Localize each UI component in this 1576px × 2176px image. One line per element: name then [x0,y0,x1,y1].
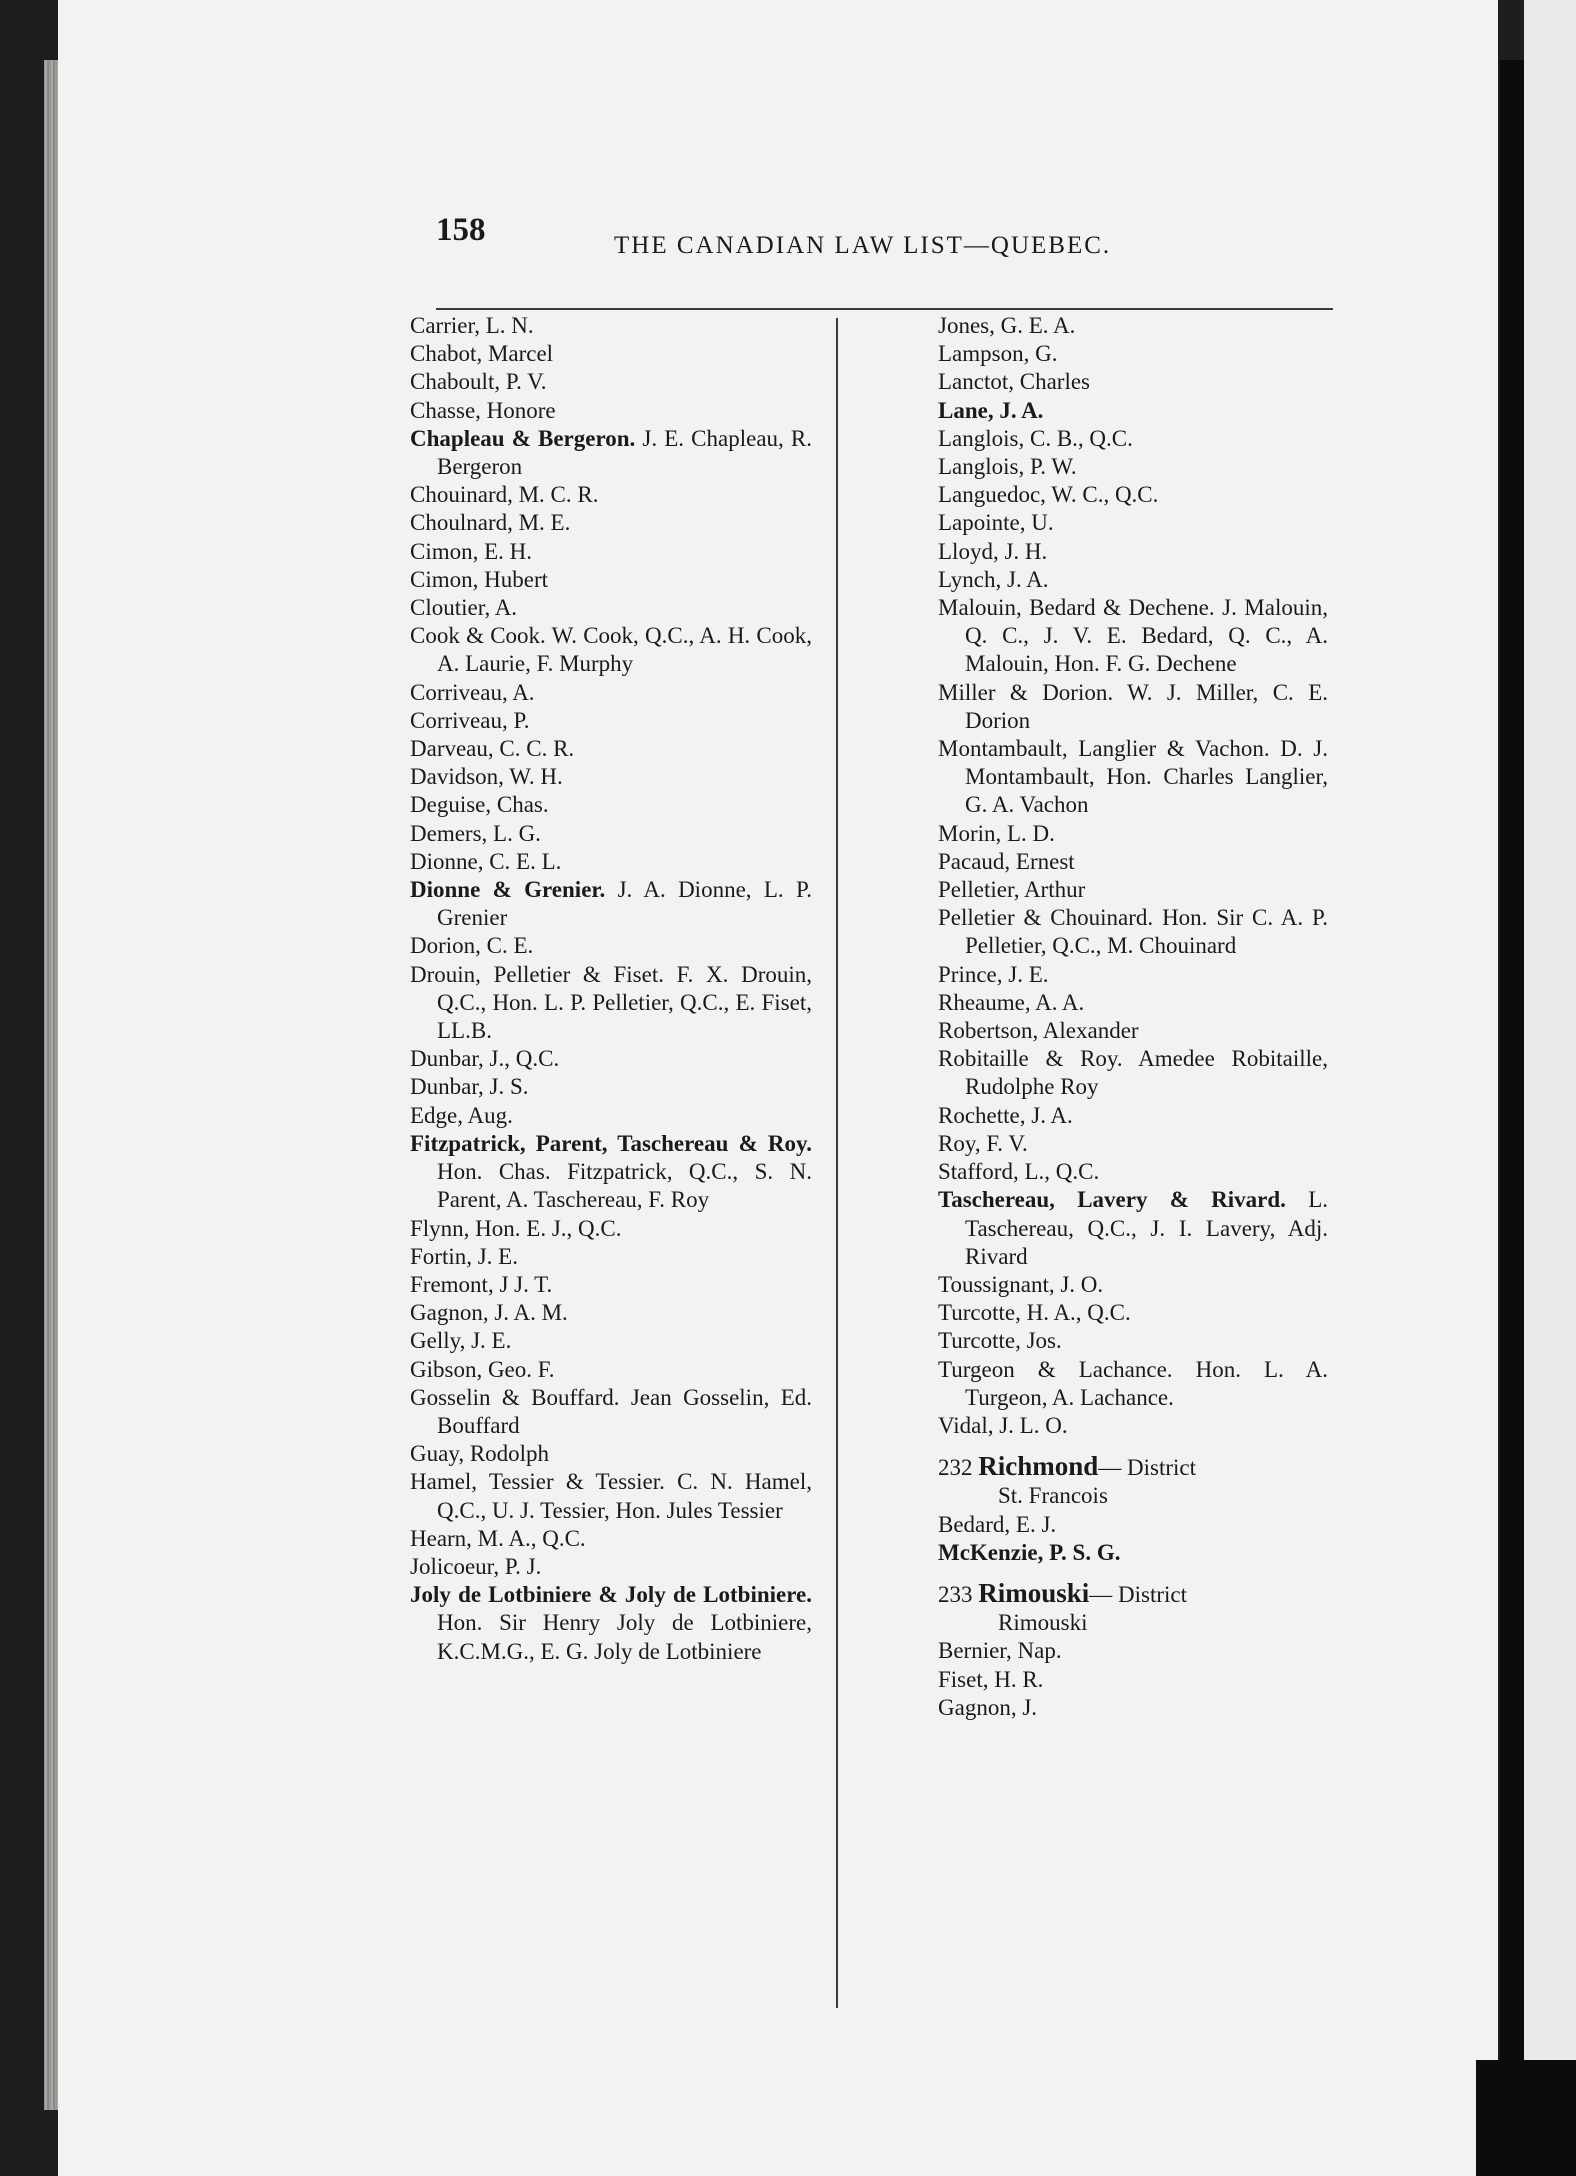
law-list-entry [410,1215,812,1243]
right-column-entries [938,312,1328,1440]
entry-name: Choulnard, M. E. [410,510,571,536]
law-list-entry [410,1581,812,1666]
header-rule [436,308,1333,310]
law-list-entry [938,1045,1328,1101]
law-list-entry [938,1694,1328,1722]
entry-name: Dorion, C. E. [410,933,534,959]
law-list-entry [410,1243,812,1271]
law-list-entry [410,876,812,932]
law-list-entry [410,735,812,763]
entry-name: Davidson, W. H. [410,764,563,790]
law-list-entry [938,368,1328,396]
running-title: THE CANADIAN LAW LIST—QUEBEC. [614,232,1112,259]
entry-name: Guay, Rodolph [410,1441,550,1467]
district-sections [938,1440,1328,1722]
entry-name: Drouin, Pelletier & Fiset. [410,961,664,987]
entry-name: Pelletier & Chouinard. [938,905,1154,931]
entry-name: Bernier, Nap. [938,1638,1062,1664]
entry-name: Stafford, L., Q.C. [938,1159,1100,1185]
law-list-entry [938,848,1328,876]
entry-name: Chouinard, M. C. R. [410,482,599,508]
law-list-entry [410,1271,812,1299]
entry-name: Chabot, Marcel [410,341,554,367]
entry-detail: J. A. Dionne, L. P. Grenier [437,877,812,931]
entry-name: Toussignant, J. O. [938,1271,1104,1297]
law-list-entry [938,820,1328,848]
district-place: St. Francois [998,1483,1108,1509]
law-list-entry [938,538,1328,566]
column-divider [836,318,838,2008]
law-list-entry [410,1327,812,1355]
entry-name: Chapleau & Bergeron. [410,425,636,451]
law-list-entry [410,820,812,848]
page-header [436,212,1336,262]
entry-name: Gagnon, J. [938,1694,1038,1720]
district-suffix: — District [1089,1581,1188,1607]
entry-name: Robitaille & Roy. [938,1046,1123,1072]
entry-name: Malouin, Bedard & Dechene. [938,595,1215,621]
law-list-entry [938,735,1328,820]
entry-name: Dunbar, J., Q.C. [410,1046,560,1072]
entry-name: Gelly, J. E. [410,1328,512,1354]
entry-name: Langlois, C. B., Q.C. [938,425,1133,451]
law-list-entry [938,989,1328,1017]
entry-name: Dionne, C. E. L. [410,848,562,874]
entry-name: Chaboult, P. V. [410,369,547,395]
book-binding-shadow [1500,60,1524,2150]
entry-name: Edge, Aug. [410,1102,513,1128]
law-list-entry [938,566,1328,594]
law-list-entry [410,707,812,735]
entry-name: Rheaume, A. A. [938,989,1085,1015]
entry-detail: Hon. Sir C. A. P. Pelletier, Q.C., M. Chouinard [965,905,1328,959]
law-list-entry [410,791,812,819]
entry-name: Prince, J. E. [938,961,1049,987]
entry-name: Corriveau, A. [410,679,535,705]
entry-name: Pelletier, Arthur [938,877,1086,903]
law-list-entry [410,509,812,537]
law-list-entry [938,961,1328,989]
law-list-entry [938,1130,1328,1158]
law-list-entry [938,340,1328,368]
law-list-entry [410,481,812,509]
entry-name: Miller & Dorion. [938,679,1114,705]
entry-name: Gagnon, J. A. M. [410,1300,568,1326]
district-name: Richmond [978,1451,1099,1482]
entry-name: Joly de Lotbiniere & Joly de Lotbiniere. [410,1582,812,1608]
law-list-entry [410,312,812,340]
law-list-entry [410,1073,812,1101]
entry-name: Carrier, L. N. [410,313,534,338]
entry-name: Hamel, Tessier & Tessier. [410,1469,665,1495]
law-list-entry [938,1299,1328,1327]
entry-detail: J. E. Chapleau, R. Bergeron [437,425,812,480]
law-list-entry [938,509,1328,537]
facing-page-edge [1524,0,1576,2176]
page-number: 158 [436,212,486,248]
law-list-entry [410,848,812,876]
law-list-entry [410,1440,812,1468]
entry-name: Fitzpatrick, Parent, Taschereau & Roy. [410,1130,812,1156]
left-column [410,312,812,1666]
entry-name: Gibson, Geo. F. [410,1356,555,1382]
entry-name: Corriveau, P. [410,707,530,733]
entry-detail: Hon. L. A. Turgeon, A. Lachance. [965,1356,1328,1410]
entry-name: Fremont, J J. T. [410,1271,553,1297]
entry-detail: Jean Gosselin, Ed. Bouffard [437,1384,812,1438]
entry-name: Lynch, J. A. [938,566,1049,592]
law-list-entry [410,622,812,678]
entry-name: Fortin, J. E. [410,1243,518,1269]
law-list-entry [938,312,1328,340]
law-list-entry [938,1637,1328,1665]
entry-detail: J. Malouin, Q. C., J. V. E. Bedard, Q. C., A. Malouin, Hon. F. G. Dechene [965,595,1328,677]
entry-name: Hearn, M. A., Q.C. [410,1525,586,1551]
entry-name: Vidal, J. L. O. [938,1412,1068,1438]
entry-detail: F. X. Drouin, Q.C., Hon. L. P. Pelletier, Q.C., E. Fiset, LL.B. [437,961,813,1044]
entry-name: Turcotte, H. A., Q.C. [938,1300,1131,1326]
district-place: Rimouski [998,1610,1088,1636]
law-list-entry [410,1553,812,1581]
law-list-entry [938,1327,1328,1355]
law-list-entry [410,1130,812,1215]
entry-name: Bedard, E. J. [938,1511,1057,1537]
entry-detail: D. J. Montambault, Hon. Charles Langlier, G. A. Vachon [965,736,1328,818]
law-list-entry [410,538,812,566]
entry-name: Dionne & Grenier. [410,877,606,903]
entry-name: Rochette, J. A. [938,1102,1073,1128]
entry-detail: Hon. Chas. Fitzpatrick, Q.C., S. N. Parent, A. Taschereau, F. Roy [437,1159,812,1213]
law-list-entry [410,1384,812,1440]
entry-name: Chasse, Honore [410,397,556,423]
entry-name: Lampson, G. [938,341,1058,367]
entry-name: Roy, F. V. [938,1130,1028,1156]
entry-name: Jolicoeur, P. J. [410,1553,542,1579]
law-list-entry [410,397,812,425]
law-list-entry [410,1045,812,1073]
law-list-entry [938,1666,1328,1694]
entry-name: Lane, J. A. [938,397,1044,423]
district-number: 232 [938,1455,979,1481]
entry-name: Languedoc, W. C., Q.C. [938,482,1159,508]
law-list-entry [938,1017,1328,1045]
entry-name: Cook & Cook. [410,623,546,649]
law-list-entry [410,961,812,1046]
law-list-entry [938,481,1328,509]
entry-name: Pacaud, Ernest [938,848,1075,874]
law-list-entry [938,876,1328,904]
entry-name: Deguise, Chas. [410,792,549,818]
law-list-entry [410,425,812,481]
entry-detail: Amedee Robitaille, Rudolphe Roy [965,1046,1328,1100]
law-list-entry [938,679,1328,735]
law-list-entry [938,1412,1328,1440]
entry-name: Montambault, Langlier & Vachon. [938,736,1270,762]
entry-name: Robertson, Alexander [938,1018,1139,1044]
entry-detail: W. Cook, Q.C., A. H. Cook, A. Laurie, F. Murphy [437,623,813,677]
law-list-entry [410,1525,812,1553]
law-list-entry [938,425,1328,453]
law-list-entry [938,904,1328,960]
law-list-entry [410,594,812,622]
entry-name: Gosselin & Bouffard. [410,1384,620,1410]
scan-background [1476,2060,1576,2176]
law-list-entry [410,679,812,707]
entry-name: Taschereau, Lavery & Rivard. [938,1187,1286,1213]
entry-name: Dunbar, J. S. [410,1074,529,1100]
law-list-entry [938,1158,1328,1186]
entry-name: Lanctot, Charles [938,369,1091,395]
law-list-entry [938,1186,1328,1271]
district-heading [938,1579,1328,1609]
right-column [938,312,1328,1722]
entry-name: Cimon, E. H. [410,538,533,564]
entry-name: Cloutier, A. [410,595,518,621]
entry-name: Flynn, Hon. E. J., Q.C. [410,1215,622,1241]
law-list-entry [410,566,812,594]
entry-detail: L. Taschereau, Q.C., J. I. Lavery, Adj. Rivard [965,1187,1328,1269]
law-list-entry [410,1468,812,1524]
law-list-entry [410,340,812,368]
law-list-entry [938,1511,1328,1539]
entry-detail: Hon. Sir Henry Joly de Lotbiniere, K.C.M.G., E. G. Joly de Lotbiniere [437,1610,812,1664]
entry-name: Lapointe, U. [938,510,1054,536]
law-list-entry [938,1102,1328,1130]
entry-name: Morin, L. D. [938,820,1055,846]
law-list-entry [410,932,812,960]
district-heading [938,1452,1328,1482]
entry-detail: W. J. Miller, C. E. Dorion [965,679,1328,733]
entry-name: Cimon, Hubert [410,566,548,592]
law-list-entry [410,368,812,396]
law-list-entry [938,453,1328,481]
district-number: 233 [938,1581,979,1607]
entry-name: Langlois, P. W. [938,454,1077,480]
law-list-entry [410,1356,812,1384]
entry-name: McKenzie, P. S. G. [938,1539,1121,1565]
law-list-entry [938,397,1328,425]
entry-name: Fiset, H. R. [938,1666,1044,1692]
entry-name: Turcotte, Jos. [938,1328,1062,1354]
law-list-entry [410,1102,812,1130]
law-list-entry [938,594,1328,679]
district-name: Rimouski [978,1577,1090,1608]
entry-detail: C. N. Hamel, Q.C., U. J. Tessier, Hon. Jules Tessier [437,1469,812,1523]
law-list-entry [410,763,812,791]
law-list-entry [410,1299,812,1327]
entry-name: Demers, L. G. [410,820,541,846]
entry-name: Jones, G. E. A. [938,313,1076,338]
entry-name: Lloyd, J. H. [938,538,1048,564]
law-list-entry [938,1356,1328,1412]
entry-name: Turgeon & Lachance. [938,1356,1173,1382]
law-list-entry [938,1539,1328,1567]
entry-name: Darveau, C. C. R. [410,736,575,762]
law-list-entry [938,1271,1328,1299]
district-suffix: — District [1098,1455,1197,1481]
